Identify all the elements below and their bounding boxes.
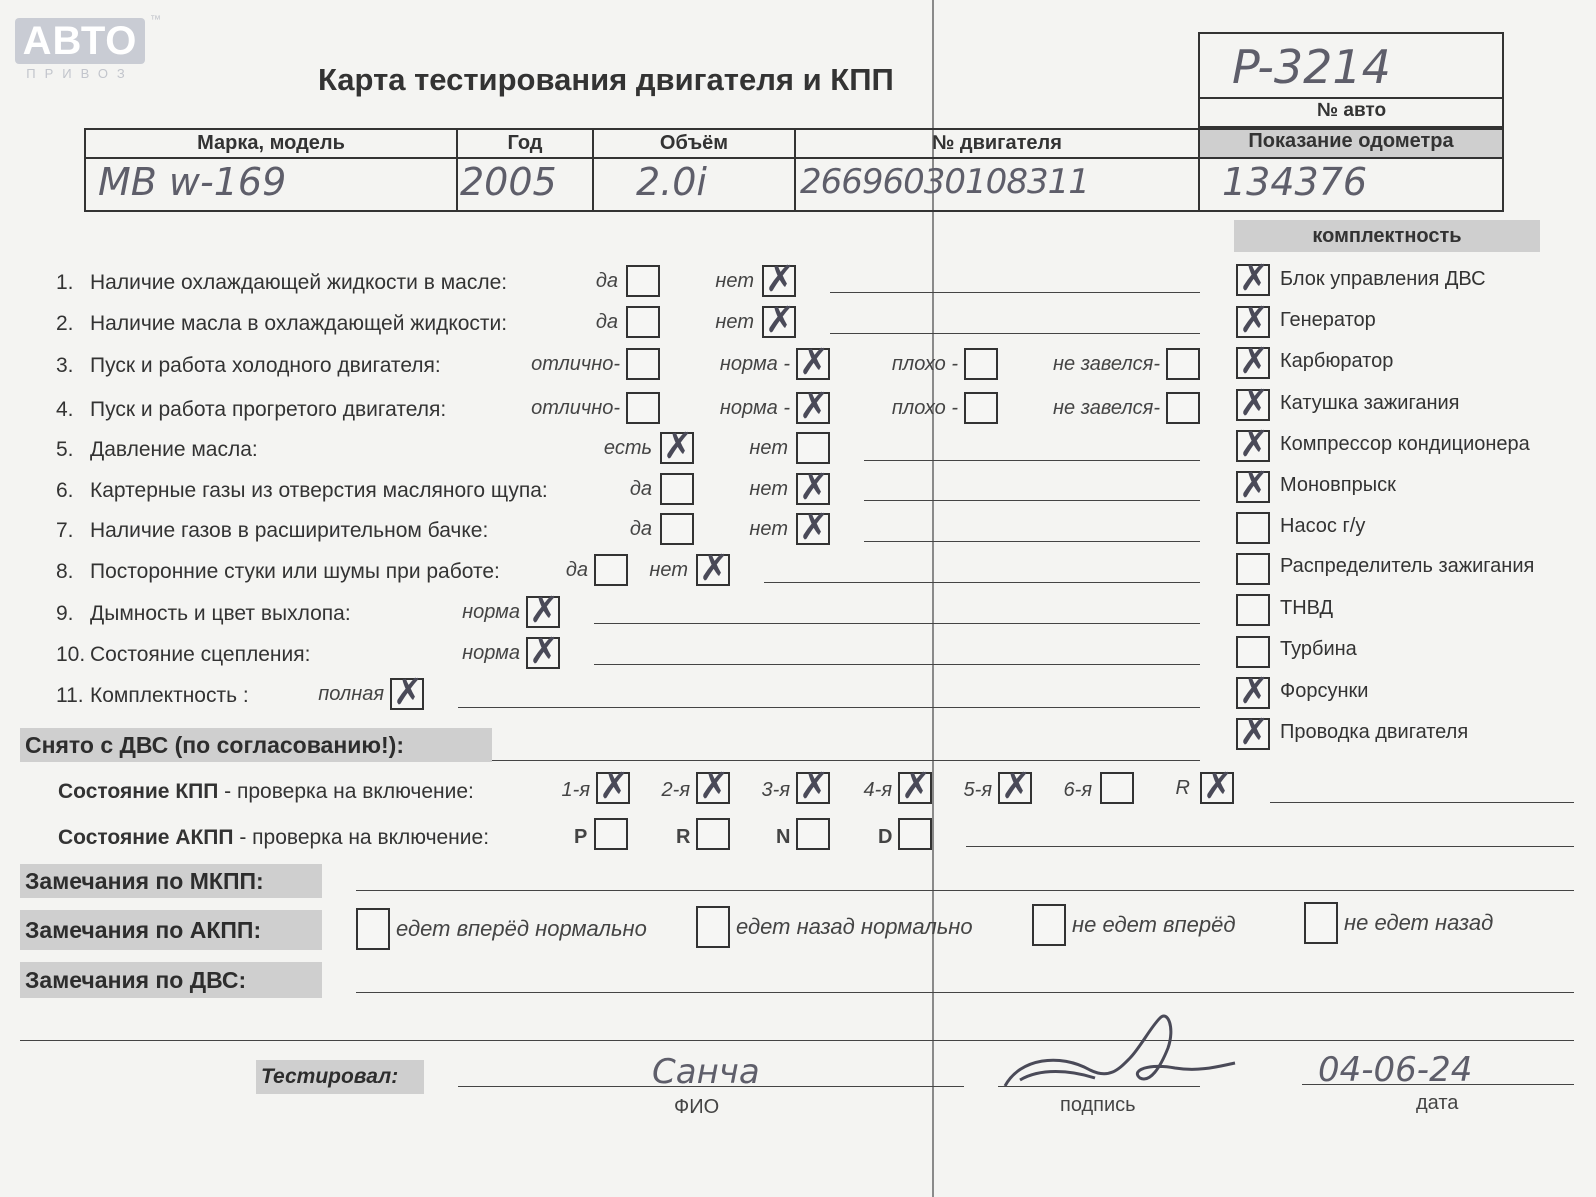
question-2: 2. Наличие масла в охлаждающей жидкости: bbox=[56, 312, 508, 335]
completeness-checkbox-9[interactable] bbox=[1236, 594, 1270, 626]
odometer-value[interactable]: 134376 bbox=[1222, 160, 1368, 204]
completeness-checkbox-7[interactable] bbox=[1236, 512, 1270, 544]
question-1: 1. Наличие охлаждающей жидкости в масле: bbox=[56, 271, 508, 294]
remarks-dvs-label: Замечания по ДВС: bbox=[20, 962, 322, 998]
akpp-mode-n-label: N bbox=[776, 826, 791, 848]
removed-label: Снято с ДВС (по согласованию!): bbox=[20, 728, 492, 762]
kpp-note-line bbox=[1270, 802, 1574, 803]
q4-opt2-checkbox[interactable] bbox=[796, 392, 830, 424]
completeness-checkbox-10[interactable] bbox=[1236, 636, 1270, 668]
q8-opt2-label: нет bbox=[649, 559, 688, 581]
q6-note-line bbox=[864, 500, 1200, 501]
q5-opt2-label: нет bbox=[749, 437, 788, 459]
q8-opt2-checkbox[interactable] bbox=[696, 554, 730, 586]
q3-opt4-checkbox[interactable] bbox=[1166, 348, 1200, 380]
removed-line bbox=[492, 760, 1200, 761]
completeness-label-3: Карбюратор bbox=[1280, 350, 1394, 372]
q3-opt3-checkbox[interactable] bbox=[964, 348, 998, 380]
completeness-checkbox-5[interactable] bbox=[1236, 430, 1270, 462]
kpp-gear-r-label: R bbox=[1175, 777, 1190, 799]
kpp-gear-4-checkbox[interactable] bbox=[898, 772, 932, 804]
q5-opt1-label: есть bbox=[603, 437, 652, 459]
q3-opt2-checkbox[interactable] bbox=[796, 348, 830, 380]
q9-note-line bbox=[594, 623, 1200, 624]
q11-opt1-label: полная bbox=[318, 683, 384, 705]
question-4: 4. Пуск и работа прогретого двигателя: bbox=[56, 398, 447, 421]
akpp-note-line bbox=[966, 846, 1574, 847]
kpp-gear-2-checkbox[interactable] bbox=[696, 772, 730, 804]
volume-header: Объём bbox=[659, 132, 729, 154]
q3-opt3-label: плохо - bbox=[891, 353, 958, 375]
akpp-mode-p-checkbox[interactable] bbox=[594, 818, 628, 850]
kpp-gear-1-checkbox[interactable] bbox=[596, 772, 630, 804]
akpp-label: Состояние АКПП - проверка на включение: bbox=[58, 826, 490, 849]
q8-opt1-label: да bbox=[565, 559, 588, 581]
kpp-gear-r-checkbox[interactable] bbox=[1200, 772, 1234, 804]
q1-note-line bbox=[830, 292, 1200, 293]
akpp-no-backward-label: не едет назад bbox=[1344, 910, 1494, 935]
completeness-label-1: Блок управления ДВС bbox=[1280, 268, 1486, 290]
kpp-gear-1-label: 1-я bbox=[561, 779, 590, 801]
completeness-label-12: Проводка двигателя bbox=[1280, 721, 1469, 743]
tested-label: Тестировал: bbox=[256, 1060, 424, 1094]
remarks-mkpp-label: Замечания по МКПП: bbox=[20, 864, 322, 898]
completeness-label-7: Насос г/у bbox=[1280, 515, 1366, 537]
brand-value[interactable]: MB w-169 bbox=[98, 160, 287, 204]
akpp-backward-ok-label: едет назад нормально bbox=[736, 914, 973, 939]
q7-opt1-label: да bbox=[629, 518, 652, 540]
fio-label: ФИО bbox=[674, 1096, 720, 1118]
completeness-label-9: ТНВД bbox=[1280, 597, 1334, 619]
q4-opt1-checkbox[interactable] bbox=[626, 392, 660, 424]
q8-note-line bbox=[764, 582, 1200, 583]
akpp-mode-p-label: P bbox=[574, 826, 588, 848]
completeness-label-6: Моновпрыск bbox=[1280, 474, 1396, 496]
q2-opt1-label: да bbox=[595, 311, 618, 333]
q4-opt3-label: плохо - bbox=[891, 397, 958, 419]
completeness-label-2: Генератор bbox=[1280, 309, 1376, 331]
akpp-mode-n-checkbox[interactable] bbox=[796, 818, 830, 850]
q6-opt2-checkbox[interactable] bbox=[796, 473, 830, 505]
engine-header: № двигателя bbox=[932, 132, 1062, 154]
completeness-checkbox-11[interactable] bbox=[1236, 677, 1270, 709]
q3-opt1-checkbox[interactable] bbox=[626, 348, 660, 380]
kpp-gear-2-label: 2-я bbox=[661, 779, 690, 801]
q10-opt1-checkbox[interactable] bbox=[526, 637, 560, 669]
kpp-gear-6-checkbox[interactable] bbox=[1100, 772, 1134, 804]
q3-opt4-label: не завелся- bbox=[1053, 353, 1160, 375]
completeness-checkbox-12[interactable] bbox=[1236, 718, 1270, 750]
kpp-label: Состояние КПП - проверка на включение: bbox=[58, 780, 474, 803]
completeness-checkbox-8[interactable] bbox=[1236, 553, 1270, 585]
kpp-gear-5-label: 5-я bbox=[963, 779, 992, 801]
page-title: Карта тестирования двигателя и КПП bbox=[318, 62, 894, 97]
engine-value[interactable]: 26696030108311 bbox=[800, 162, 1089, 202]
question-6: 6. Картерные газы из отверстия масляного щупа: bbox=[56, 479, 548, 502]
kpp-gear-6-label: 6-я bbox=[1063, 779, 1092, 801]
completeness-checkbox-3[interactable] bbox=[1236, 347, 1270, 379]
question-3: 3. Пуск и работа холодного двигателя: bbox=[56, 354, 441, 377]
completeness-label-5: Компрессор кондиционера bbox=[1280, 433, 1530, 455]
completeness-checkbox-1[interactable] bbox=[1236, 264, 1270, 296]
year-header: Год bbox=[507, 132, 543, 154]
completeness-label-8: Распределитель зажигания bbox=[1280, 555, 1535, 577]
q4-opt1-label: отлично- bbox=[531, 397, 620, 419]
remarks-mkpp-line bbox=[356, 890, 1574, 891]
q1-opt1-checkbox[interactable] bbox=[626, 265, 660, 297]
q7-opt1-checkbox[interactable] bbox=[660, 513, 694, 545]
akpp-no-forward-checkbox[interactable] bbox=[1032, 904, 1066, 946]
kpp-gear-5-checkbox[interactable] bbox=[998, 772, 1032, 804]
date-value[interactable]: 04-06-24 bbox=[1318, 1050, 1473, 1090]
logo: АВТО bbox=[15, 18, 145, 64]
volume-value[interactable]: 2.0i bbox=[636, 160, 707, 204]
signature-image bbox=[1000, 1008, 1240, 1098]
completeness-checkbox-2[interactable] bbox=[1236, 306, 1270, 338]
akpp-mode-d-checkbox[interactable] bbox=[898, 818, 932, 850]
q7-opt2-checkbox[interactable] bbox=[796, 513, 830, 545]
q1-opt2-label: нет bbox=[715, 270, 754, 292]
akpp-mode-r-checkbox[interactable] bbox=[696, 818, 730, 850]
q7-note-line bbox=[864, 541, 1200, 542]
q4-opt3-checkbox[interactable] bbox=[964, 392, 998, 424]
q9-opt1-checkbox[interactable] bbox=[526, 596, 560, 628]
completeness-label-11: Форсунки bbox=[1280, 680, 1369, 702]
car-number-label: № авто bbox=[1316, 100, 1387, 121]
q7-opt2-label: нет bbox=[749, 518, 788, 540]
q4-opt4-label: не завелся- bbox=[1053, 397, 1160, 419]
completeness-label-10: Турбина bbox=[1280, 638, 1357, 660]
signature-label: подпись bbox=[1060, 1094, 1136, 1116]
q10-note-line bbox=[594, 664, 1200, 665]
question-8: 8. Посторонние стуки или шумы при работе: bbox=[56, 560, 500, 583]
akpp-mode-r-label: R bbox=[676, 826, 691, 848]
remarks-dvs-line-2 bbox=[20, 1040, 1574, 1041]
completeness-checkbox-6[interactable] bbox=[1236, 471, 1270, 503]
brand-header: Марка, модель bbox=[197, 132, 345, 154]
q1-opt2-checkbox[interactable] bbox=[762, 265, 796, 297]
logo-subtext: ПРИВОЗ bbox=[26, 66, 134, 81]
q4-opt2-label: норма - bbox=[719, 397, 790, 419]
q5-note-line bbox=[864, 460, 1200, 461]
q3-opt1-label: отлично- bbox=[531, 353, 620, 375]
q3-opt2-label: норма - bbox=[719, 353, 790, 375]
year-value[interactable]: 2005 bbox=[460, 160, 557, 204]
kpp-gear-4-label: 4-я bbox=[863, 779, 892, 801]
fio-value[interactable]: Санча bbox=[652, 1052, 760, 1092]
q8-opt1-checkbox[interactable] bbox=[594, 554, 628, 586]
q6-opt2-label: нет bbox=[749, 478, 788, 500]
q2-opt1-checkbox[interactable] bbox=[626, 306, 660, 338]
odometer-header: Показание одометра bbox=[1248, 130, 1454, 152]
q9-opt1-label: норма bbox=[462, 601, 520, 623]
logo-tm: ™ bbox=[150, 14, 161, 26]
remarks-akpp-label: Замечания по АКПП: bbox=[20, 910, 322, 950]
akpp-no-backward-checkbox[interactable] bbox=[1304, 902, 1338, 944]
kpp-gear-3-label: 3-я bbox=[761, 779, 790, 801]
q5-opt1-checkbox[interactable] bbox=[660, 432, 694, 464]
kpp-gear-3-checkbox[interactable] bbox=[796, 772, 830, 804]
question-10: 10. Состояние сцепления: bbox=[56, 643, 311, 666]
car-number-divider bbox=[1200, 97, 1503, 99]
akpp-mode-d-label: D bbox=[878, 826, 893, 848]
date-label: дата bbox=[1416, 1092, 1459, 1114]
q6-opt1-label: да bbox=[629, 478, 652, 500]
q10-opt1-label: норма bbox=[462, 642, 520, 664]
question-11: 11. Комплектность : bbox=[56, 684, 249, 707]
akpp-forward-ok-checkbox[interactable] bbox=[356, 908, 390, 950]
q5-opt2-checkbox[interactable] bbox=[796, 432, 830, 464]
q4-opt4-checkbox[interactable] bbox=[1166, 392, 1200, 424]
completeness-title: комплектность bbox=[1234, 220, 1540, 252]
car-number-value[interactable]: P-3214 bbox=[1232, 40, 1391, 94]
completeness-label-4: Катушка зажигания bbox=[1280, 392, 1460, 414]
akpp-forward-ok-label: едет вперёд нормально bbox=[396, 916, 647, 941]
completeness-checkbox-4[interactable] bbox=[1236, 389, 1270, 421]
akpp-backward-ok-checkbox[interactable] bbox=[696, 906, 730, 948]
q11-opt1-checkbox[interactable] bbox=[390, 678, 424, 710]
q2-opt2-checkbox[interactable] bbox=[762, 306, 796, 338]
q2-opt2-label: нет bbox=[715, 311, 754, 333]
question-7: 7. Наличие газов в расширительном бачке: bbox=[56, 519, 489, 542]
akpp-no-forward-label: не едет вперёд bbox=[1072, 912, 1236, 937]
q2-note-line bbox=[830, 333, 1200, 334]
remarks-dvs-line bbox=[356, 992, 1574, 993]
question-9: 9. Дымность и цвет выхлопа: bbox=[56, 602, 351, 625]
q6-opt1-checkbox[interactable] bbox=[660, 473, 694, 505]
question-5: 5. Давление масла: bbox=[56, 438, 258, 461]
q11-note-line bbox=[458, 707, 1200, 708]
q1-opt1-label: да bbox=[595, 270, 618, 292]
